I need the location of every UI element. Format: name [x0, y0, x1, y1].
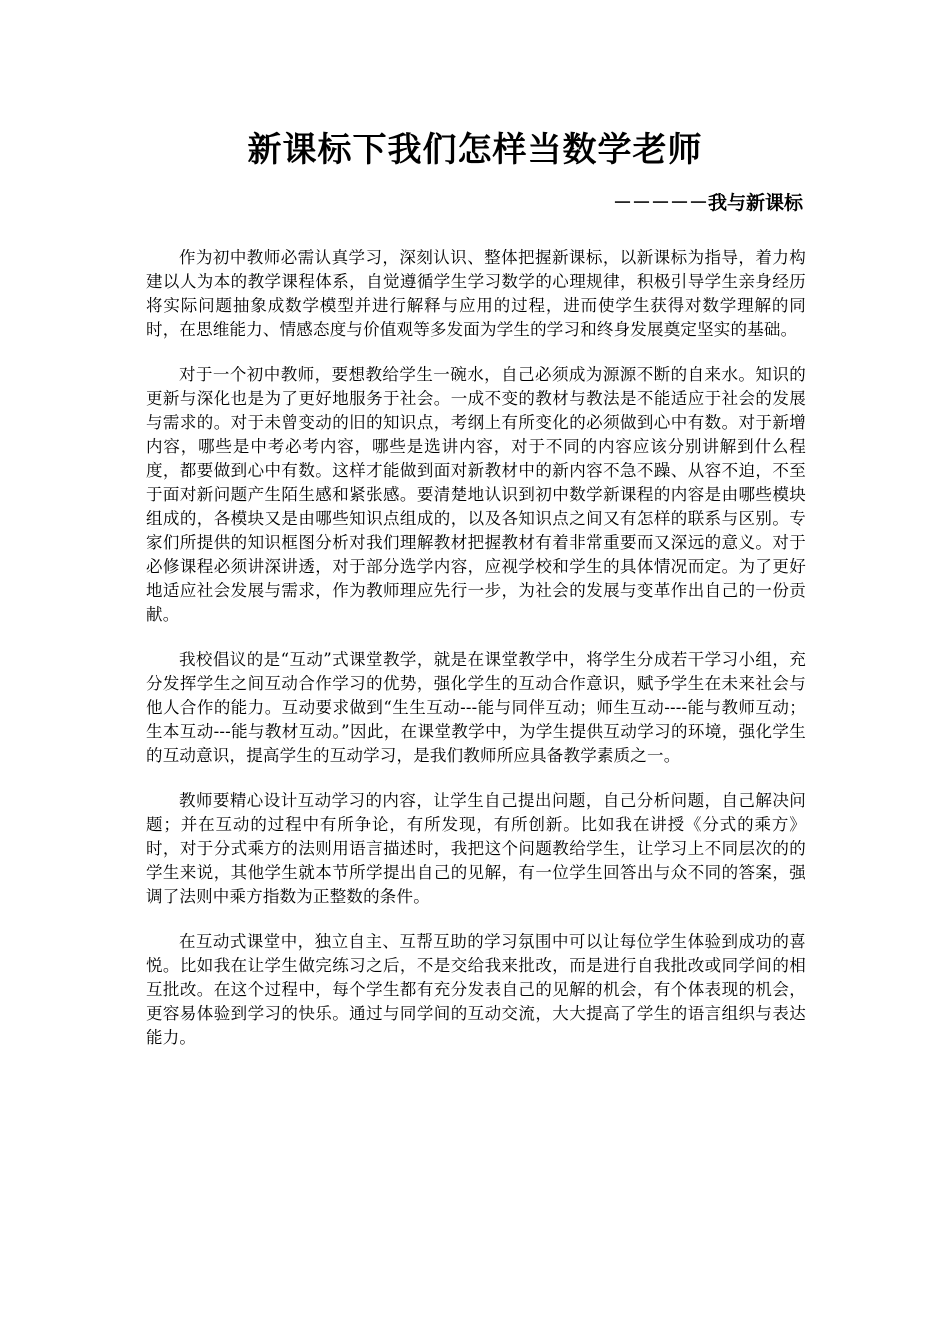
- page-title: 新课标下我们怎样当数学老师: [247, 130, 703, 170]
- paragraph-3: 我校倡议的是“互动”式课堂教学，就是在课堂教学中，将学生分成若干学习小组，充分发挥学生之间互动合作学习的优势，强化学生的互动合作意识，赋予学生在未来社会与他人合作的能力。互动要求做到“生生互动---能与同伴互动；师生互动----能与教师互动；生本互动---能与教材互动。”因此，在课堂教学中，为学生提供互动学习的环境，强化学生的互动意识，提高学生的互动学习，是我们教师所应具备教学素质之一。: [146, 650, 806, 765]
- document-body: [146, 246, 806, 1071]
- paragraph-5: 在互动式课堂中，独立自主、互帮互助的学习氛围中可以让每位学生体验到成功的喜悦。比如我在让学生做完练习之后，不是交给我来批改，而是进行自我批改或同学间的相互批改。在这个过程中，每个学生都有充分发表自己的见解的机会，有个体表现的机会，更容易体验到学习的快乐。通过与同学间的互动交流，大大提高了学生的语言组织与表达能力。: [146, 932, 806, 1047]
- paragraph-4: 教师要精心设计互动学习的内容，让学生自己提出问题，自己分析问题，自己解决问题；并在互动的过程中有所争论，有所发现，有所创新。比如我在讲授《分式的乘方》时，对于分式乘方的法则用语言描述时，我把这个问题教给学生，让学习上不同层次的的学生来说，其他学生就本节所学提出自己的见解，有一位学生回答出与众不同的答案，强调了法则中乘方指数为正整数的条件。: [146, 791, 806, 906]
- paragraph-2: 对于一个初中教师，要想教给学生一碗水，自己必须成为源源不断的自来水。知识的更新与深化也是为了更好地服务于社会。一成不变的教材与教法是不能适应于社会的发展与需求的。对于未曾变动的旧的知识点，考纲上有所变化的必须做到心中有数。对于新增内容，哪些是中考必考内容，哪些是选讲内容，对于不同的内容应该分别讲解到什么程度，都要做到心中有数。这样才能做到面对新教材中的新内容不急不躁、从容不迫，不至于面对新问题产生陌生感和紧张感。要清楚地认识到初中数学新课程的内容是由哪些模块组成的，各模块又是由哪些知识点组成的，以及各知识点之间又有怎样的联系与区别。专家们所提供的知识框图分析对我们理解教材把握教材有着非常重要而又深远的意义。对于必修课程必须讲深讲透，对于部分选学内容，应视学校和学生的具体情况而定。为了更好地适应社会发展与需求，作为教师理应先行一步，为社会的发展与变革作出自己的一份贡献。: [146, 365, 806, 624]
- paragraph-1: 作为初中教师必需认真学习，深刻认识、整体把握新课标，以新课标为指导，着力构建以人为本的教学课程体系，自觉遵循学生学习数学的心理规律，积极引导学生亲身经历将实际问题抽象成数学模型并进行解释与应用的过程，进而使学生获得对数学理解的同时，在思维能力、情感态度与价值观等多发面为学生的学习和终身发展奠定坚实的基础。: [146, 248, 806, 339]
- page-subtitle: －－－－－我与新课标: [612, 192, 803, 214]
